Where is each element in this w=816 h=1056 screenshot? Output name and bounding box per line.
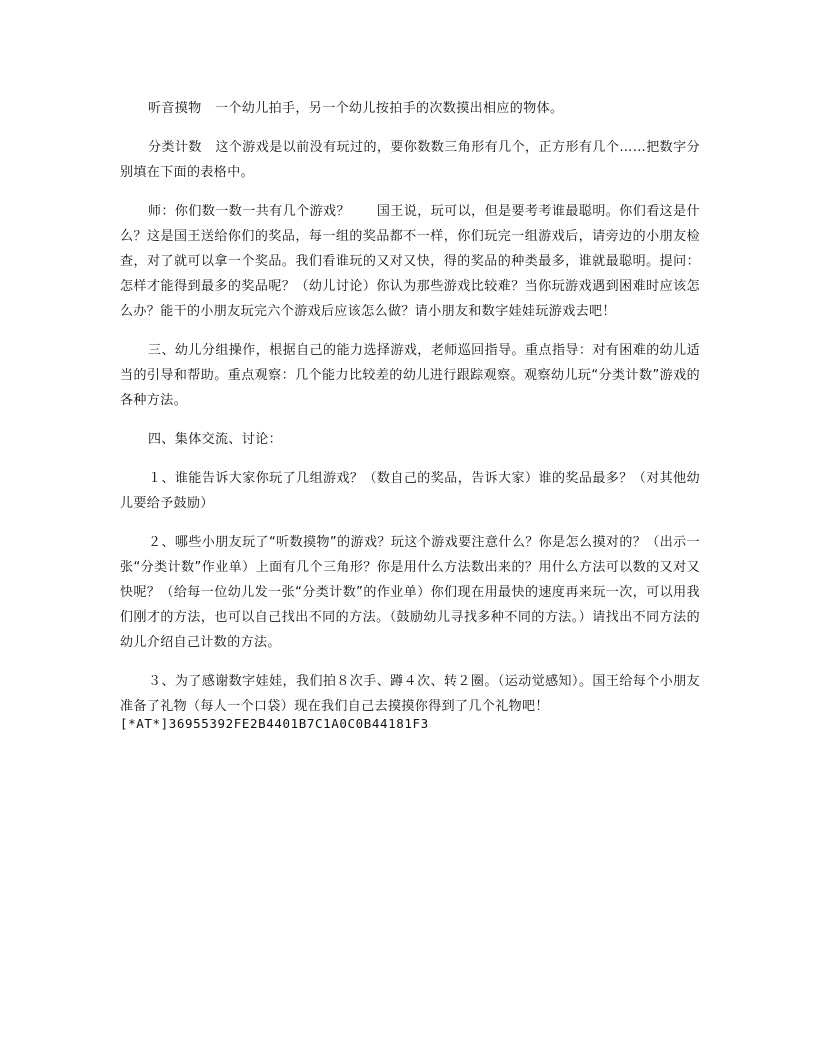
paragraph-listen-touch: 听音摸物 一个幼儿拍手，另一个幼儿按拍手的次数摸出相应的物体。 (148, 101, 564, 116)
document-code-line: [*AT*]36955392FE2B4401B7C1A0C0B44181F3 (120, 716, 429, 731)
document-page (120, 96, 700, 732)
paragraph-item-two: ２、哪些小朋友玩了“听数摸物”的游戏？玩这个游戏要注意什么？你是怎么摸对的？（出示一张“分类计数”作业单）上面有几个三角形？你是用什么方法数出来的？用什么方法可以数的又对又快呢？（给每一位幼儿发一张“分类计数”的作业单）你们现在用最快的速度再来玩一次，可以用我们刚才的方法，也可以自己找出不同的方法。（鼓励幼儿寻找多种不同的方法。）请找出不同方法的幼儿介绍自己计数的方法。 (120, 535, 700, 650)
paragraph-group-operation: 三、幼儿分组操作，根据自己的能力选择游戏，老师巡回指导。重点指导：对有困难的幼儿适当的引导和帮助。重点观察：几个能力比较差的幼儿进行跟踪观察。观察幼儿玩“分类计数”游戏的各种方法。 (120, 343, 700, 408)
paragraph-item-three: ３、为了感谢数字娃娃，我们拍８次手、蹲４次、转２圈。（运动觉感知）。国王给每个小朋友准备了礼物（每人一个口袋）现在我们自己去摸摸你得到了几个礼物吧！ (120, 674, 700, 714)
paragraph-section-four-heading: 四、集体交流、讨论： (148, 432, 283, 447)
paragraph-classify-count: 分类计数 这个游戏是以前没有玩过的，要你数数三角形有几个，正方形有几个……把数字分别填在下面的表格中。 (120, 140, 700, 180)
paragraph-teacher-intro: 师：你们数一数一共有几个游戏？ 国王说，玩可以，但是要考考谁最聪明。你们看这是什么？这是国王送给你们的奖品，每一组的奖品都不一样，你们玩完一组游戏后，请旁边的小朋友检查，对了就可以拿一个奖品。我们看谁玩的又对又快，得的奖品的种类最多，谁就最聪明。提问：怎样才能得到最多的奖品呢？（幼儿讨论）你认为那些游戏比较难？当你玩游戏遇到困难时应该怎么办？能干的小朋友玩完六个游戏后应该怎么做？请小朋友和数字娃娃玩游戏去吧！ (120, 204, 700, 319)
paragraph-item-one: １、谁能告诉大家你玩了几组游戏？（数自己的奖品，告诉大家）谁的奖品最多？（对其他幼儿要给予鼓励） (120, 471, 700, 511)
